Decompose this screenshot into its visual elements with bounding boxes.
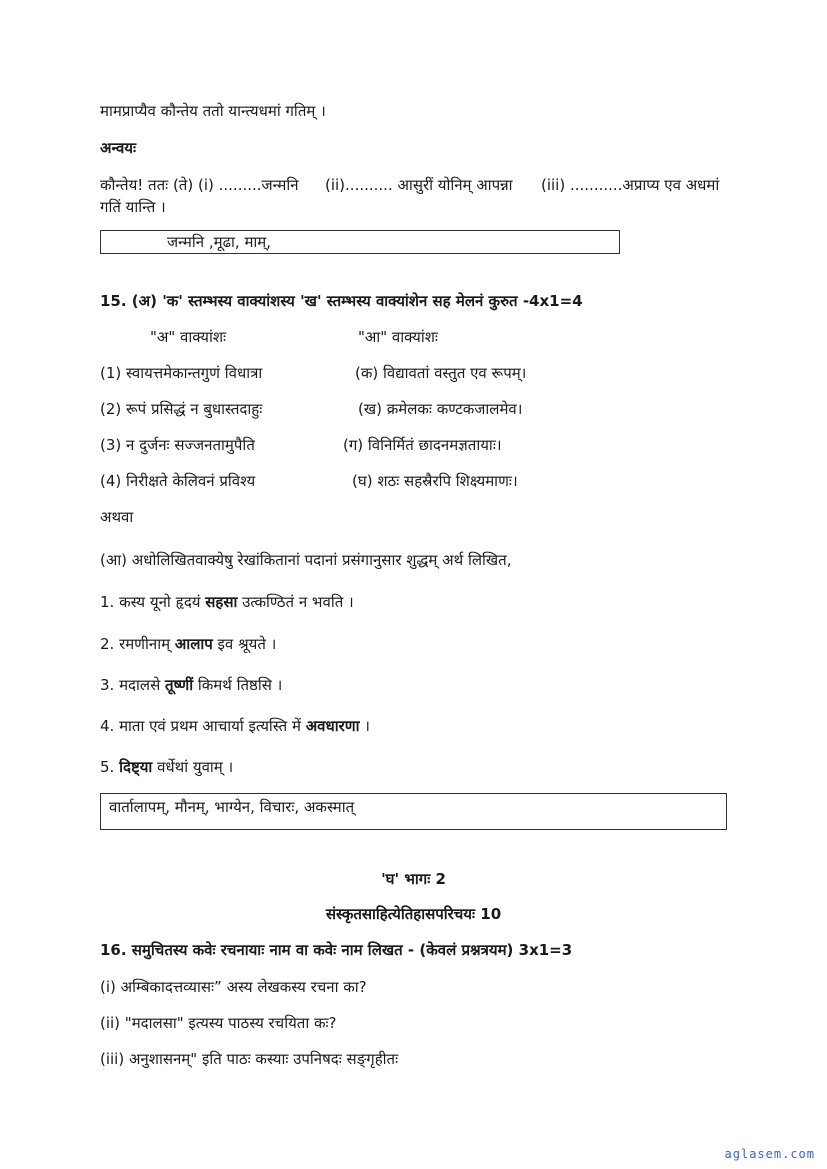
q15-col-b-header: "आ" वाक्यांशः xyxy=(358,328,438,346)
q16-item-3: (iii) अनुशासनम्" इति पाठः कस्याः उपनिषदः सङ्गृहीतः xyxy=(100,1050,399,1068)
underlined-word: सहसा xyxy=(205,593,238,611)
q16-item-2: (ii) "मदालसा" इत्यस्य पाठस्य रचयिता कः? xyxy=(100,1014,337,1032)
anvaya-blank-1: कौन्तेय! ततः (ते) (i) .........जन्मनि xyxy=(100,176,299,194)
anvaya-blank-3: (iii) ...........अप्राप्य एव अधमां xyxy=(541,176,720,194)
match-left-2: (2) रूपं प्रसिद्धं न बुधास्तदाहुः xyxy=(100,400,263,418)
underlined-word: आलाप xyxy=(174,635,213,653)
match-left-4: (4) निरीक्षते केलिवनं प्रविश्य xyxy=(100,472,256,490)
underlined-word: तूष्णीं xyxy=(164,676,194,694)
anvaya-word-box xyxy=(100,230,620,254)
anvaya-blank-2: (ii).......... आसुरीं योनिम् आपन्ना xyxy=(325,176,513,194)
anvaya-line-2: गतिं यान्ति । xyxy=(100,198,166,216)
shloka-line: मामप्राप्यैव कौन्तेय ततो यान्त्यधमां गतिम् । xyxy=(100,102,326,120)
q16-title: 16. समुचितस्य कवेः रचनायाः नाम वा कवेः नाम लिखत - (केवलं प्रश्नत्रयम) 3x1=3 xyxy=(100,941,573,959)
sentence-3: 3. मदालसे तूष्णीं किमर्थ तिष्ठसि । xyxy=(100,676,283,694)
sentence-1: 1. कस्य यूनो हृदयं सहसा उत्कण्ठितं न भवति । xyxy=(100,593,354,611)
q15-title: 15. (अ) 'क' स्तम्भस्य वाक्यांशस्य 'ख' स्तम्भस्य वाक्यांशेन सह मेलनं कुरुत -4x1=4 xyxy=(100,292,583,310)
anvaya-heading: अन्वयः xyxy=(100,139,137,157)
anvaya-word-box-text: जन्मनि ,मूढा, माम्, xyxy=(167,233,272,251)
q15-col-a-header: "अ" वाक्यांशः xyxy=(150,328,227,346)
q16-item-1: (i) अम्बिकादत्तव्यासः” अस्य लेखकस्य रचना का? xyxy=(100,978,367,996)
q15-word-box xyxy=(100,793,727,830)
q15-word-box-text: वार्तालापम्, मौनम्, भाग्येन, विचारः, अकस्मात् xyxy=(109,798,355,816)
match-right-2: (ख) क्रमेलकः कण्टकजालमेव। xyxy=(358,400,523,418)
section-gha-title: 'घ' भागः 2 xyxy=(381,870,446,888)
match-right-3: (ग) विनिर्मितं छादनमज्ञतायाः। xyxy=(343,436,502,454)
section-gha-subtitle: संस्कृतसाहित्येतिहासपरिचयः 10 xyxy=(325,905,502,923)
match-right-1: (क) विद्यावतां वस्तुत एव रूपम्। xyxy=(355,364,527,382)
underlined-word: अवधारणा xyxy=(305,717,360,735)
match-left-3: (3) न दुर्जनः सज्जनतामुपैति xyxy=(100,436,255,454)
watermark: aglasem.com xyxy=(724,1147,815,1161)
q15-part-aa: (आ) अधोलिखितवाक्येषु रेखांकितानां पदानां प्रसंगानुसार शुद्धम् अर्थ लिखित, xyxy=(100,551,512,569)
match-left-1: (1) स्वायत्तमेकान्तगुणं विधात्रा xyxy=(100,364,263,382)
sentence-2: 2. रमणीनाम् आलाप इव श्रूयते । xyxy=(100,635,277,653)
athava-label: अथवा xyxy=(100,508,134,526)
sentence-4: 4. माता एवं प्रथम आचार्या इत्यस्ति में अवधारणा । xyxy=(100,717,370,735)
underlined-word: दिष्ट्या xyxy=(119,758,153,776)
sentence-5: 5. दिष्ट्या वर्धेथां युवाम् । xyxy=(100,758,234,776)
match-right-4: (घ) शठः सहस्रैरपि शिक्ष्यमाणः। xyxy=(352,472,518,490)
